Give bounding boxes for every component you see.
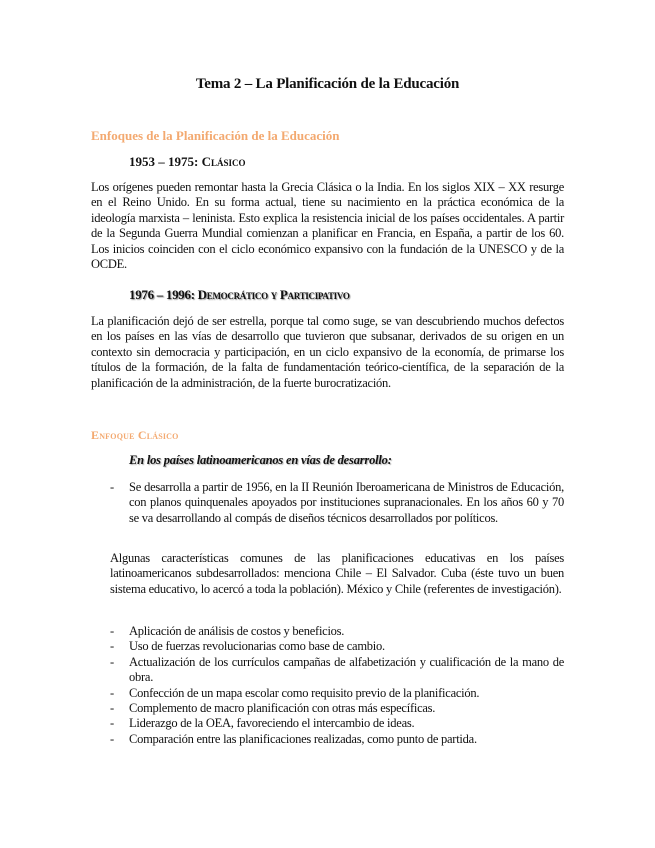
paragraph-caracteristicas: Algunas características comunes de las planificaciones educativas en los países latinoamericanos subdesarrollados: menciona Chile – El Salvador. Cuba (éste tuvo un buen sistema educativo, lo acercó a toda la población). México y Chile (referentes de investigación).: [110, 551, 564, 596]
list-item: - Comparación entre las planificaciones realizadas, como punto de partida.: [110, 732, 564, 747]
bullet-list-desarrollo: [110, 480, 564, 526]
document-title: Tema 2 – La Planificación de la Educación: [195, 76, 460, 92]
list-item: - Complemento de macro planificación con otras más específicas.: [110, 701, 564, 716]
list-item: - Aplicación de análisis de costos y beneficios.: [110, 624, 564, 639]
list-item: - Se desarrolla a partir de 1956, en la II Reunión Iberoamericana de Ministros de Educación, con planos quinquenales apoyados por instituciones supranacionales. En los años 60 y 70 se va desarrollando al compás de diseños técnicos desarrollados por políticos.: [110, 480, 564, 526]
list-item: - Actualización de los currículos campañas de alfabetización y cualificación de la mano de obra.: [110, 655, 564, 686]
subheading-1953-1975: 1953 – 1975: Clásico: [129, 154, 246, 169]
bullet-list-caracteristicas: [110, 624, 564, 747]
subheading-paises-latinoamericanos: En los países latinoamericanos en vías de desarrollo:: [129, 453, 392, 467]
list-item: - Liderazgo de la OEA, favoreciendo el intercambio de ideas.: [110, 716, 564, 731]
paragraph-planificacion-estrella: La planificación dejó de ser estrella, porque tal como suge, se van descubriendo muchos defectos en los países en las vías de desarrollo que tuvieron que subsanar, derivados de su origen en un contexto sin democracia y participación, en un ciclo expansivo de la economía, de primarse los títulos de la formación, de la falta de fundamentación teórico-científica, de la separación de la planificación de la administración, de la fuerte burocratización.: [91, 314, 564, 390]
section-heading-enfoque-clasico: Enfoque Clásico: [91, 428, 179, 442]
list-item: - Confección de un mapa escolar como requisito previo de la planificación.: [110, 686, 564, 701]
subheading-1976-1996: 1976 – 1996: Democrático y Participativo: [129, 287, 350, 302]
list-item: - Uso de fuerzas revolucionarias como base de cambio.: [110, 639, 564, 654]
paragraph-origenes: Los orígenes pueden remontar hasta la Grecia Clásica o la India. En los siglos XIX – XX resurge en el Reino Unido. En su forma actual, tiene su nacimiento en la práctica económica de la ideología marxista – leninista. Esto explica la resistencia inicial de los países occidentales. A partir de la Segunda Guerra Mundial comienzan a planificar en Francia, en España, a partir de los 60. Los inicios coinciden con el ciclo económico expansivo con la fundación de la UNESCO y de la OCDE.: [91, 180, 564, 272]
section-heading-enfoques: Enfoques de la Planificación de la Educación: [91, 128, 340, 143]
